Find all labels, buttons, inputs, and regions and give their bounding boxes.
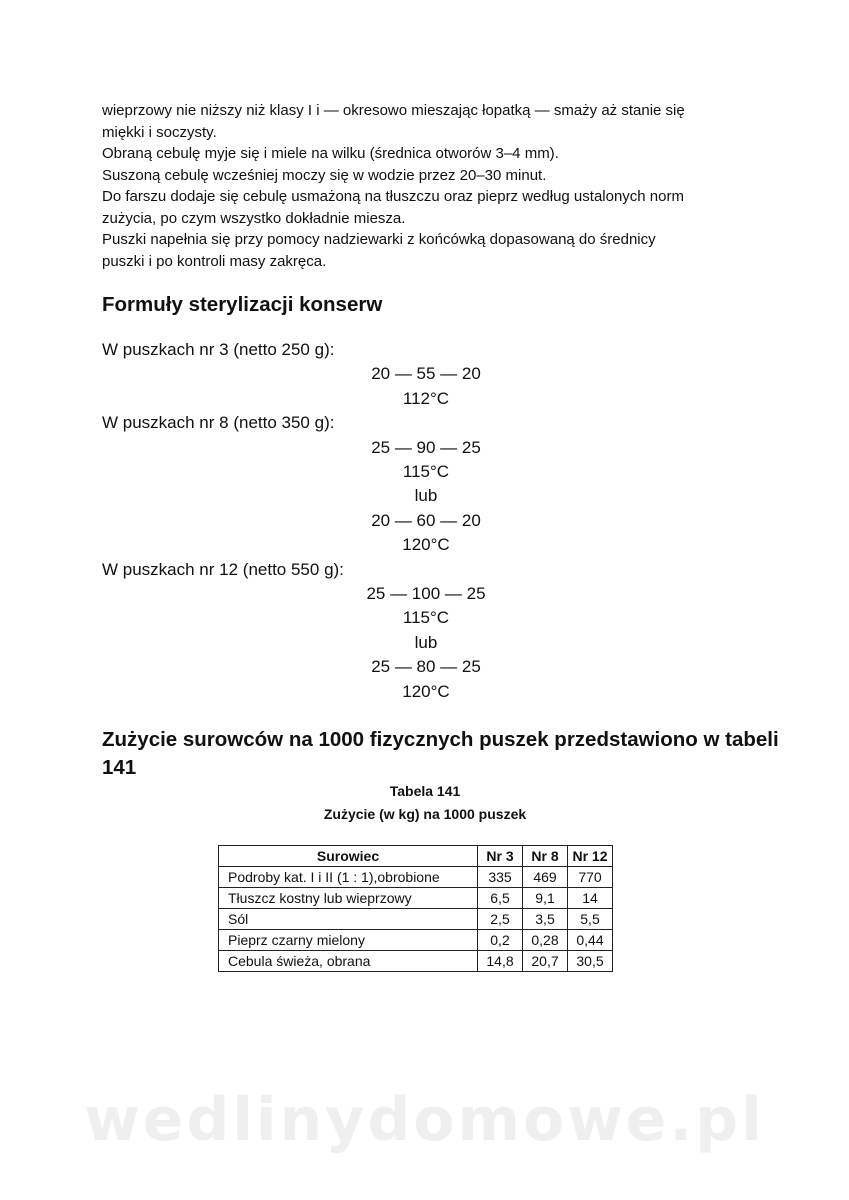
intro-line: Puszki napełnia się przy pomocy nadziewarki z końcówką dopasowaną do średnicy [102,231,656,248]
column-header: Surowiec [219,846,478,867]
formula-line [102,655,750,679]
table-cell: 6,5 [478,888,523,909]
table-row [219,888,613,909]
table-subtitle: Zużycie (w kg) na 1000 puszek [323,806,527,822]
consumption-heading: Zużycie surowców na 1000 fizycznych puszek przedstawiono w tabeli 141 [102,728,779,779]
table-cell: Cebula świeża, obrana [219,951,478,972]
formula-line [102,436,750,460]
formula-text: lub [414,632,438,652]
formula-text: 25 — 80 — 25 [371,657,481,677]
table-row [219,909,613,930]
formula-text: 120°C [402,535,450,555]
formula-line [102,362,750,386]
intro-line: zużycia, po czym wszystko dokładnie miesza. [102,209,406,227]
formula-group-label: W puszkach nr 8 (netto 350 g): [102,413,335,433]
table-cell: 20,7 [523,951,568,972]
table-cell: 30,5 [568,951,613,972]
column-header: Nr 8 [523,846,568,867]
column-header: Nr 12 [568,846,613,867]
formula-text: 112°C [402,388,450,408]
formula-text: 115°C [402,462,450,482]
table-cell: 5,5 [568,909,613,930]
table-caption [218,780,632,826]
intro-line: wieprzowy nie niższy niż klasy I i — okresowo mieszając łopatką — smaży aż stanie się [102,102,685,119]
formula-line [102,484,750,508]
intro-paragraph [102,100,762,272]
table-header-row [219,846,613,867]
table-cell: 2,5 [478,909,523,930]
formula-text: 25 — 100 — 25 [366,584,486,604]
formula-line [102,582,750,606]
sterilization-formulas [102,338,750,704]
table-row [219,867,613,888]
table-row [219,951,613,972]
sterilization-heading: Formuły sterylizacji konserw [102,293,383,316]
intro-line: Obraną cebulę myje się i miele na wilku (średnica otworów 3–4 mm). [102,145,559,162]
intro-line: puszki i po kontroli masy zakręca. [102,252,327,270]
formula-group-label: W puszkach nr 12 (netto 550 g): [102,559,344,579]
formula-group-label: W puszkach nr 3 (netto 250 g): [102,340,335,359]
formula-text: 25 — 90 — 25 [371,437,481,457]
table-cell: Tłuszcz kostny lub wieprzowy [219,888,478,909]
formula-text: 20 — 60 — 20 [371,510,481,530]
table-cell: 770 [568,867,613,888]
table-cell: 9,1 [523,888,568,909]
formula-line [102,533,750,557]
formula-line [102,680,750,704]
table-cell: Podroby kat. I i II (1 : 1),obrobione [219,867,478,888]
intro-line: Do farszu dodaje się cebulę usmażoną na tłuszczu oraz pieprz według ustalonych norm [102,188,684,205]
formula-line [102,631,750,655]
formula-line [102,606,750,630]
intro-line: miękki i soczysty. [102,123,217,141]
table-cell: 0,44 [568,930,613,951]
table-cell: 335 [478,867,523,888]
formula-text: 115°C [402,608,450,628]
table-cell: 0,2 [478,930,523,951]
column-header: Nr 3 [478,846,523,867]
table-cell: 0,28 [523,930,568,951]
table-cell: 14 [568,888,613,909]
table-cell: 469 [523,867,568,888]
table-cell: Pieprz czarny mielony [219,930,478,951]
table-title: Tabela 141 [389,783,461,799]
table-cell: 14,8 [478,951,523,972]
consumption-table [218,845,613,972]
formula-text: lub [414,486,438,506]
table-cell: 3,5 [523,909,568,930]
formula-line [102,460,750,484]
intro-line: Suszoną cebulę wcześniej moczy się w wodzie przez 20–30 minut. [102,166,547,184]
formula-text: 120°C [402,681,450,701]
site-watermark: wedlinydomowe.pl [84,1085,765,1155]
formula-line [102,509,750,533]
table-row [219,930,613,951]
formula-line [102,387,750,411]
formula-text: 20 — 55 — 20 [371,364,481,384]
table-cell: Sól [219,909,478,930]
